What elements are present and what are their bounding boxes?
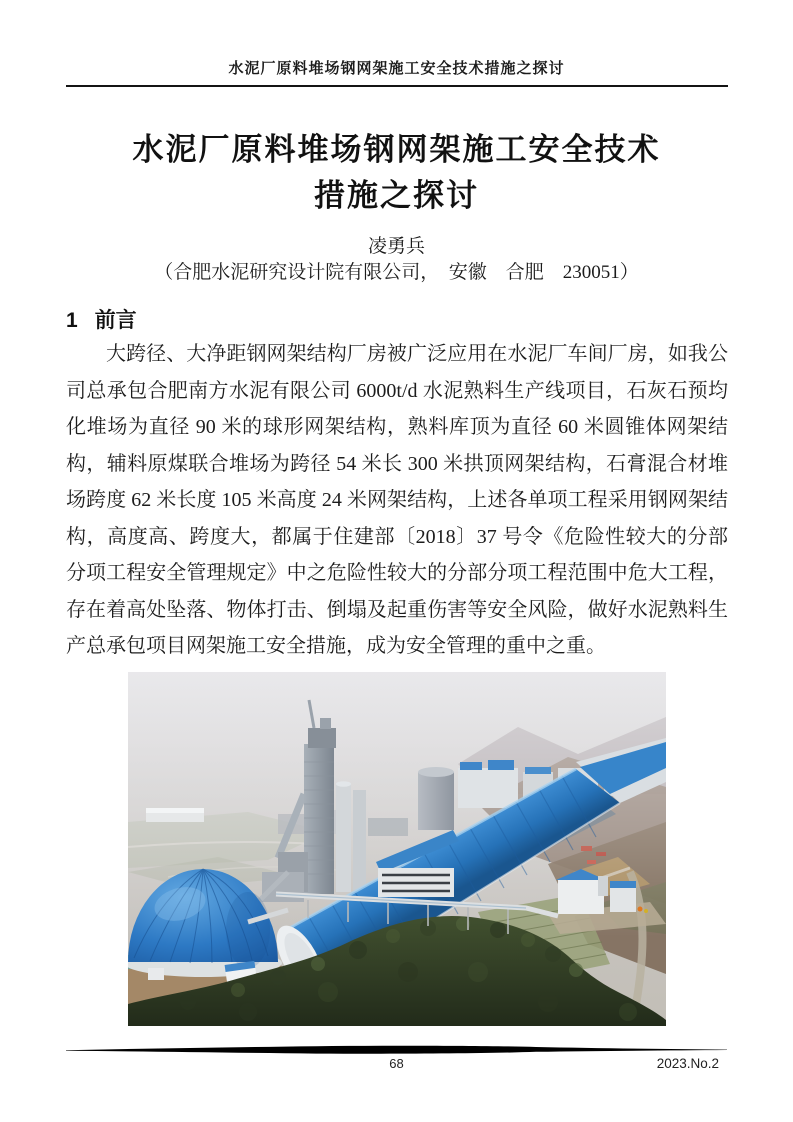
section-number: 1 <box>66 309 78 332</box>
header-rule <box>66 85 728 87</box>
running-header: 水泥厂原料堆场钢网架施工安全技术措施之探讨 <box>228 61 565 77</box>
footer-rule <box>66 1045 728 1055</box>
plant-aerial-photo <box>128 672 666 1026</box>
author-affiliation: （合肥水泥研究设计院有限公司， 安徽 合肥 230051） <box>154 262 639 283</box>
article-title-line-1: 水泥厂原料堆场钢网架施工安全技术 <box>132 132 661 167</box>
article-title <box>0 127 793 219</box>
issue-number: 2023.No.2 <box>656 1056 719 1071</box>
article-title-line-2: 措施之探讨 <box>314 178 479 213</box>
body-paragraph: 大跨径、大净距钢网架结构厂房被广泛应用在水泥厂车间厂房，如我公司总承包合肥南方水泥有限公司 6000t/d 水泥熟料生产线项目，石灰石预均化堆场为直径 90 米的球形网架结构，熟料库顶为直径 60 米圆锥体网架结构，辅料原煤联合堆场为跨径 54 米长 300 米拱顶网架结构，石膏混合材堆场跨度 62 米长度 105 米高度 24 米网架结构，上述各单项工程采用钢网架结构，高度高、跨度大，都属于住建部〔2018〕37 号令《危险性较大的分部分项工程安全管理规定》中之危险性较大的分部分项工程范围中危大工程，存在着高处坠落、物体打击、倒塌及起重伤害等安全风险，做好水泥熟料生产总承包项目网架施工安全措施，成为安全管理的重中之重。 <box>66 343 728 657</box>
author-name: 凌勇兵 <box>367 236 425 257</box>
plant-aerial-photo-illustration <box>128 672 666 1026</box>
section-title: 前言 <box>94 309 137 332</box>
page-number: 68 <box>389 1056 404 1071</box>
section-heading <box>66 304 137 334</box>
